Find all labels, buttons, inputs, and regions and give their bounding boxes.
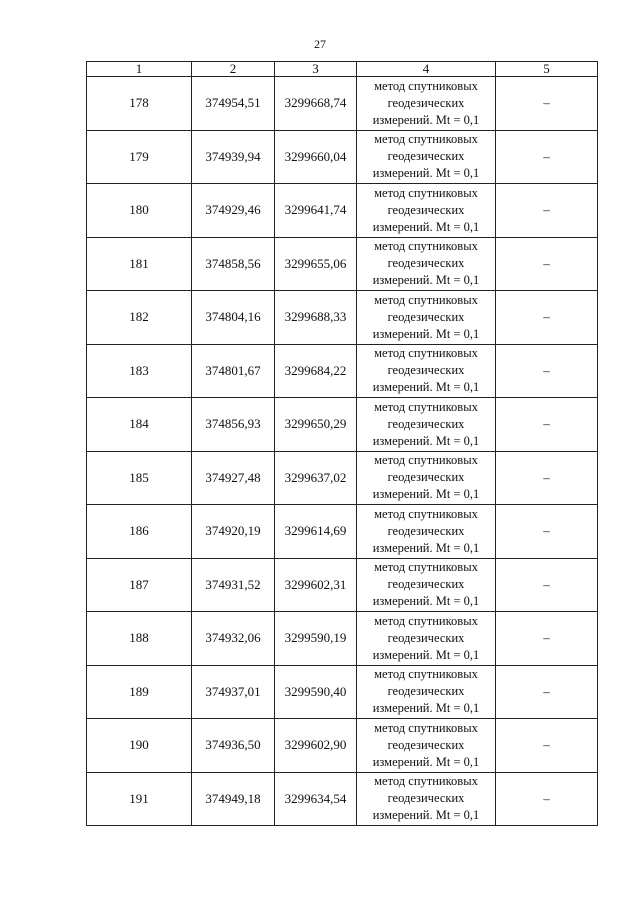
method-line: метод спутниковых <box>374 292 478 307</box>
y-coordinate-cell: 3299602,31 <box>275 558 357 612</box>
x-coordinate-cell: 374801,67 <box>192 344 275 398</box>
y-coordinate-cell: 3299637,02 <box>275 451 357 505</box>
header-col-2: 2 <box>192 62 275 77</box>
method-line: метод спутниковых <box>374 132 478 147</box>
method-cell <box>357 451 496 505</box>
y-coordinate-cell: 3299590,19 <box>275 612 357 666</box>
header-col-3: 3 <box>275 62 357 77</box>
x-coordinate-cell: 374937,01 <box>192 665 275 719</box>
note-cell: – <box>496 558 598 612</box>
method-line: геодезических <box>387 523 465 538</box>
note-cell: – <box>496 77 598 131</box>
header-col-5: 5 <box>496 62 598 77</box>
note-cell: – <box>496 237 598 291</box>
method-line: геодезических <box>387 791 465 806</box>
note-cell: – <box>496 772 598 826</box>
table-row <box>87 451 598 505</box>
x-coordinate-cell: 374939,94 <box>192 130 275 184</box>
point-number-cell: 188 <box>87 612 192 666</box>
method-line: метод спутниковых <box>374 613 478 628</box>
method-line: измерений. Mt = 0,1 <box>372 112 480 127</box>
method-line: геодезических <box>387 149 465 164</box>
table-row <box>87 184 598 238</box>
method-line: измерений. Mt = 0,1 <box>372 166 480 181</box>
point-number-cell: 180 <box>87 184 192 238</box>
x-coordinate-cell: 374932,06 <box>192 612 275 666</box>
table-row <box>87 772 598 826</box>
note-cell: – <box>496 665 598 719</box>
table-row <box>87 130 598 184</box>
method-cell <box>357 665 496 719</box>
note-cell: – <box>496 130 598 184</box>
method-line: геодезических <box>387 737 465 752</box>
y-coordinate-cell: 3299668,74 <box>275 77 357 131</box>
method-line: метод спутниковых <box>374 774 478 789</box>
note-cell: – <box>496 505 598 559</box>
header-col-4: 4 <box>357 62 496 77</box>
method-line: метод спутниковых <box>374 185 478 200</box>
method-cell <box>357 398 496 452</box>
coordinates-table <box>86 61 598 826</box>
method-line: геодезических <box>387 95 465 110</box>
method-cell <box>357 184 496 238</box>
table-row <box>87 665 598 719</box>
x-coordinate-cell: 374929,46 <box>192 184 275 238</box>
y-coordinate-cell: 3299688,33 <box>275 291 357 345</box>
point-number-cell: 185 <box>87 451 192 505</box>
table-row <box>87 237 598 291</box>
method-line: измерений. Mt = 0,1 <box>372 487 480 502</box>
method-line: геодезических <box>387 363 465 378</box>
method-cell <box>357 344 496 398</box>
method-line: метод спутниковых <box>374 560 478 575</box>
method-cell <box>357 77 496 131</box>
note-cell: – <box>496 719 598 773</box>
note-cell: – <box>496 612 598 666</box>
note-cell: – <box>496 184 598 238</box>
x-coordinate-cell: 374936,50 <box>192 719 275 773</box>
method-line: измерений. Mt = 0,1 <box>372 380 480 395</box>
y-coordinate-cell: 3299614,69 <box>275 505 357 559</box>
table-row <box>87 344 598 398</box>
x-coordinate-cell: 374927,48 <box>192 451 275 505</box>
method-line: измерений. Mt = 0,1 <box>372 433 480 448</box>
x-coordinate-cell: 374804,16 <box>192 291 275 345</box>
point-number-cell: 178 <box>87 77 192 131</box>
point-number-cell: 184 <box>87 398 192 452</box>
method-line: геодезических <box>387 684 465 699</box>
point-number-cell: 181 <box>87 237 192 291</box>
method-line: геодезических <box>387 256 465 271</box>
point-number-cell: 179 <box>87 130 192 184</box>
method-cell <box>357 291 496 345</box>
method-line: метод спутниковых <box>374 453 478 468</box>
method-line: метод спутниковых <box>374 506 478 521</box>
table-row <box>87 77 598 131</box>
point-number-cell: 189 <box>87 665 192 719</box>
x-coordinate-cell: 374931,52 <box>192 558 275 612</box>
point-number-cell: 187 <box>87 558 192 612</box>
method-line: метод спутниковых <box>374 239 478 254</box>
method-line: измерений. Mt = 0,1 <box>372 647 480 662</box>
method-line: измерений. Mt = 0,1 <box>372 219 480 234</box>
method-cell <box>357 719 496 773</box>
method-line: метод спутниковых <box>374 78 478 93</box>
method-line: метод спутниковых <box>374 346 478 361</box>
point-number-cell: 191 <box>87 772 192 826</box>
method-line: метод спутниковых <box>374 720 478 735</box>
note-cell: – <box>496 291 598 345</box>
y-coordinate-cell: 3299590,40 <box>275 665 357 719</box>
point-number-cell: 182 <box>87 291 192 345</box>
y-coordinate-cell: 3299641,74 <box>275 184 357 238</box>
table-body <box>87 77 598 826</box>
method-line: измерений. Mt = 0,1 <box>372 326 480 341</box>
y-coordinate-cell: 3299634,54 <box>275 772 357 826</box>
method-cell <box>357 612 496 666</box>
method-line: измерений. Mt = 0,1 <box>372 273 480 288</box>
table-row <box>87 398 598 452</box>
x-coordinate-cell: 374949,18 <box>192 772 275 826</box>
method-line: измерений. Mt = 0,1 <box>372 701 480 716</box>
header-col-1: 1 <box>87 62 192 77</box>
method-line: геодезических <box>387 309 465 324</box>
method-line: метод спутниковых <box>374 399 478 414</box>
point-number-cell: 183 <box>87 344 192 398</box>
note-cell: – <box>496 398 598 452</box>
y-coordinate-cell: 3299684,22 <box>275 344 357 398</box>
y-coordinate-cell: 3299660,04 <box>275 130 357 184</box>
method-line: измерений. Mt = 0,1 <box>372 808 480 823</box>
x-coordinate-cell: 374856,93 <box>192 398 275 452</box>
method-cell <box>357 237 496 291</box>
point-number-cell: 190 <box>87 719 192 773</box>
method-cell <box>357 772 496 826</box>
method-line: геодезических <box>387 416 465 431</box>
x-coordinate-cell: 374858,56 <box>192 237 275 291</box>
method-line: геодезических <box>387 630 465 645</box>
x-coordinate-cell: 374920,19 <box>192 505 275 559</box>
note-cell: – <box>496 451 598 505</box>
x-coordinate-cell: 374954,51 <box>192 77 275 131</box>
method-line: измерений. Mt = 0,1 <box>372 540 480 555</box>
method-cell <box>357 505 496 559</box>
method-line: метод спутниковых <box>374 667 478 682</box>
table-row <box>87 505 598 559</box>
table-row <box>87 612 598 666</box>
y-coordinate-cell: 3299602,90 <box>275 719 357 773</box>
y-coordinate-cell: 3299650,29 <box>275 398 357 452</box>
point-number-cell: 186 <box>87 505 192 559</box>
method-cell <box>357 130 496 184</box>
page-number: 27 <box>314 37 326 51</box>
table-row <box>87 719 598 773</box>
table-row <box>87 291 598 345</box>
method-line: геодезических <box>387 577 465 592</box>
method-line: геодезических <box>387 470 465 485</box>
table-row <box>87 558 598 612</box>
table-header-row <box>87 62 598 77</box>
method-line: измерений. Mt = 0,1 <box>372 754 480 769</box>
method-cell <box>357 558 496 612</box>
method-line: измерений. Mt = 0,1 <box>372 594 480 609</box>
method-line: геодезических <box>387 202 465 217</box>
y-coordinate-cell: 3299655,06 <box>275 237 357 291</box>
note-cell: – <box>496 344 598 398</box>
